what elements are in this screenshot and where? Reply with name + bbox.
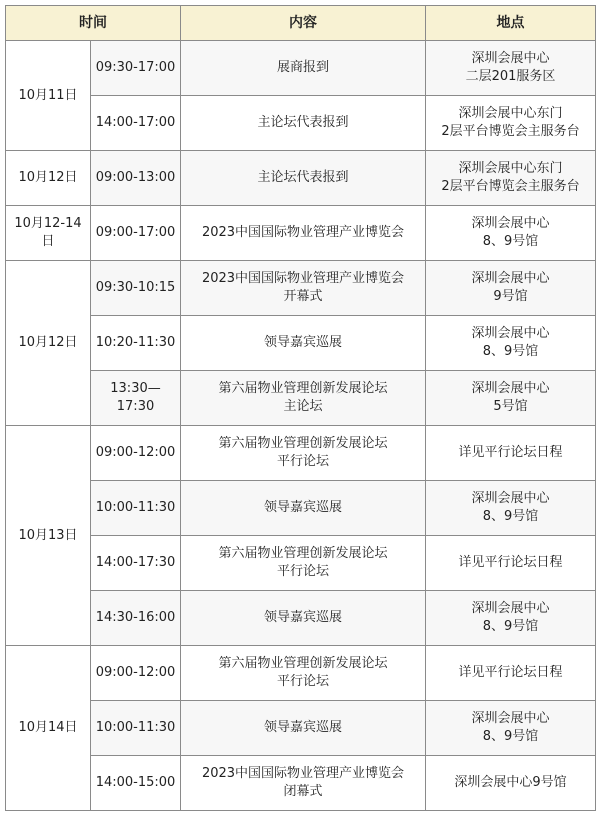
location-line: 8、9号馆 xyxy=(482,234,539,249)
location-line: 深圳会展中心 xyxy=(471,381,550,396)
table-row xyxy=(6,756,596,811)
location-line: 深圳会展中心 xyxy=(471,491,550,506)
schedule-table xyxy=(5,5,596,811)
table-row xyxy=(6,96,596,151)
location-line: 深圳会展中心东门 xyxy=(458,106,563,121)
content-cell xyxy=(181,316,426,371)
content-line: 第六届物业管理创新发展论坛 xyxy=(218,546,388,561)
date-cell: 10月12日 xyxy=(6,151,91,206)
time-cell: 09:30-17:00 xyxy=(91,41,181,96)
location-line: 2层平台博览会主服务台 xyxy=(441,124,580,139)
date-cell: 10月13日 xyxy=(6,426,91,646)
location-cell xyxy=(426,756,596,811)
location-line: 详见平行论坛日程 xyxy=(458,555,563,570)
content-line: 第六届物业管理创新发展论坛 xyxy=(218,656,388,671)
content-cell xyxy=(181,536,426,591)
location-cell xyxy=(426,591,596,646)
location-line: 8、9号馆 xyxy=(482,509,539,524)
location-line: 8、9号馆 xyxy=(482,344,539,359)
location-line: 深圳会展中心 xyxy=(471,216,550,231)
content-cell xyxy=(181,96,426,151)
content-line: 2023中国国际物业管理产业博览会 xyxy=(201,766,405,781)
time-cell: 10:20-11:30 xyxy=(91,316,181,371)
content-cell xyxy=(181,426,426,481)
table-header xyxy=(6,6,596,41)
table-row xyxy=(6,261,596,316)
location-cell xyxy=(426,96,596,151)
time-cell: 09:00-17:00 xyxy=(91,206,181,261)
location-line: 详见平行论坛日程 xyxy=(458,665,563,680)
location-line: 深圳会展中心 xyxy=(471,601,550,616)
location-line: 深圳会展中心 xyxy=(471,711,550,726)
content-line: 平行论坛 xyxy=(276,674,329,689)
content-cell xyxy=(181,371,426,426)
content-line: 领导嘉宾巡展 xyxy=(263,500,342,515)
content-cell xyxy=(181,701,426,756)
content-line: 平行论坛 xyxy=(276,454,329,469)
content-cell xyxy=(181,646,426,701)
time-cell: 10:00-11:30 xyxy=(91,701,181,756)
location-cell xyxy=(426,701,596,756)
time-cell: 14:30-16:00 xyxy=(91,591,181,646)
time-cell: 09:00-13:00 xyxy=(91,151,181,206)
content-line: 主论坛代表报到 xyxy=(257,170,349,185)
time-cell: 10:00-11:30 xyxy=(91,481,181,536)
time-cell: 13:30—17:30 xyxy=(91,371,181,426)
content-line: 主论坛 xyxy=(283,399,323,414)
content-cell xyxy=(181,756,426,811)
content-cell xyxy=(181,41,426,96)
location-cell xyxy=(426,316,596,371)
table-row xyxy=(6,481,596,536)
location-cell xyxy=(426,371,596,426)
location-line: 二层201服务区 xyxy=(465,69,556,84)
location-line: 5号馆 xyxy=(493,399,528,414)
content-line: 领导嘉宾巡展 xyxy=(263,720,342,735)
location-line: 8、9号馆 xyxy=(482,729,539,744)
table-row xyxy=(6,701,596,756)
content-cell xyxy=(181,481,426,536)
table-row xyxy=(6,426,596,481)
table-row xyxy=(6,591,596,646)
location-line: 详见平行论坛日程 xyxy=(458,445,563,460)
table-row xyxy=(6,536,596,591)
content-line: 平行论坛 xyxy=(276,564,329,579)
location-cell xyxy=(426,481,596,536)
content-line: 展商报到 xyxy=(276,60,329,75)
content-line: 闭幕式 xyxy=(283,784,323,799)
time-cell: 14:00-17:30 xyxy=(91,536,181,591)
date-cell: 10月12日 xyxy=(6,261,91,426)
location-line: 9号馆 xyxy=(493,289,528,304)
content-line: 2023中国国际物业管理产业博览会 xyxy=(201,271,405,286)
header-time: 时间 xyxy=(6,6,181,41)
location-line: 深圳会展中心 xyxy=(471,326,550,341)
time-cell: 09:30-10:15 xyxy=(91,261,181,316)
location-line: 深圳会展中心9号馆 xyxy=(454,775,567,790)
location-cell xyxy=(426,426,596,481)
time-cell: 14:00-17:00 xyxy=(91,96,181,151)
content-line: 第六届物业管理创新发展论坛 xyxy=(218,381,388,396)
location-line: 深圳会展中心 xyxy=(471,51,550,66)
location-line: 深圳会展中心东门 xyxy=(458,161,563,176)
location-cell xyxy=(426,41,596,96)
location-line: 2层平台博览会主服务台 xyxy=(441,179,580,194)
content-line: 主论坛代表报到 xyxy=(257,115,349,130)
location-line: 8、9号馆 xyxy=(482,619,539,634)
date-cell: 10月12-14日 xyxy=(6,206,91,261)
header-location: 地点 xyxy=(426,6,596,41)
table-row xyxy=(6,206,596,261)
content-cell xyxy=(181,261,426,316)
header-row xyxy=(6,6,596,41)
location-line: 深圳会展中心 xyxy=(471,271,550,286)
time-cell: 14:00-15:00 xyxy=(91,756,181,811)
location-cell xyxy=(426,646,596,701)
content-cell xyxy=(181,151,426,206)
table-row xyxy=(6,316,596,371)
content-line: 开幕式 xyxy=(283,289,323,304)
table-row xyxy=(6,151,596,206)
location-cell xyxy=(426,206,596,261)
location-cell xyxy=(426,261,596,316)
table-row xyxy=(6,41,596,96)
table-row xyxy=(6,646,596,701)
location-cell xyxy=(426,536,596,591)
content-line: 领导嘉宾巡展 xyxy=(263,610,342,625)
date-cell: 10月14日 xyxy=(6,646,91,811)
header-content: 内容 xyxy=(181,6,426,41)
content-cell xyxy=(181,206,426,261)
time-cell: 09:00-12:00 xyxy=(91,426,181,481)
content-line: 领导嘉宾巡展 xyxy=(263,335,342,350)
table-body xyxy=(6,41,596,811)
table-row xyxy=(6,371,596,426)
content-line: 2023中国国际物业管理产业博览会 xyxy=(201,225,405,240)
location-cell xyxy=(426,151,596,206)
time-cell: 09:00-12:00 xyxy=(91,646,181,701)
content-line: 第六届物业管理创新发展论坛 xyxy=(218,436,388,451)
content-cell xyxy=(181,591,426,646)
date-cell: 10月11日 xyxy=(6,41,91,151)
